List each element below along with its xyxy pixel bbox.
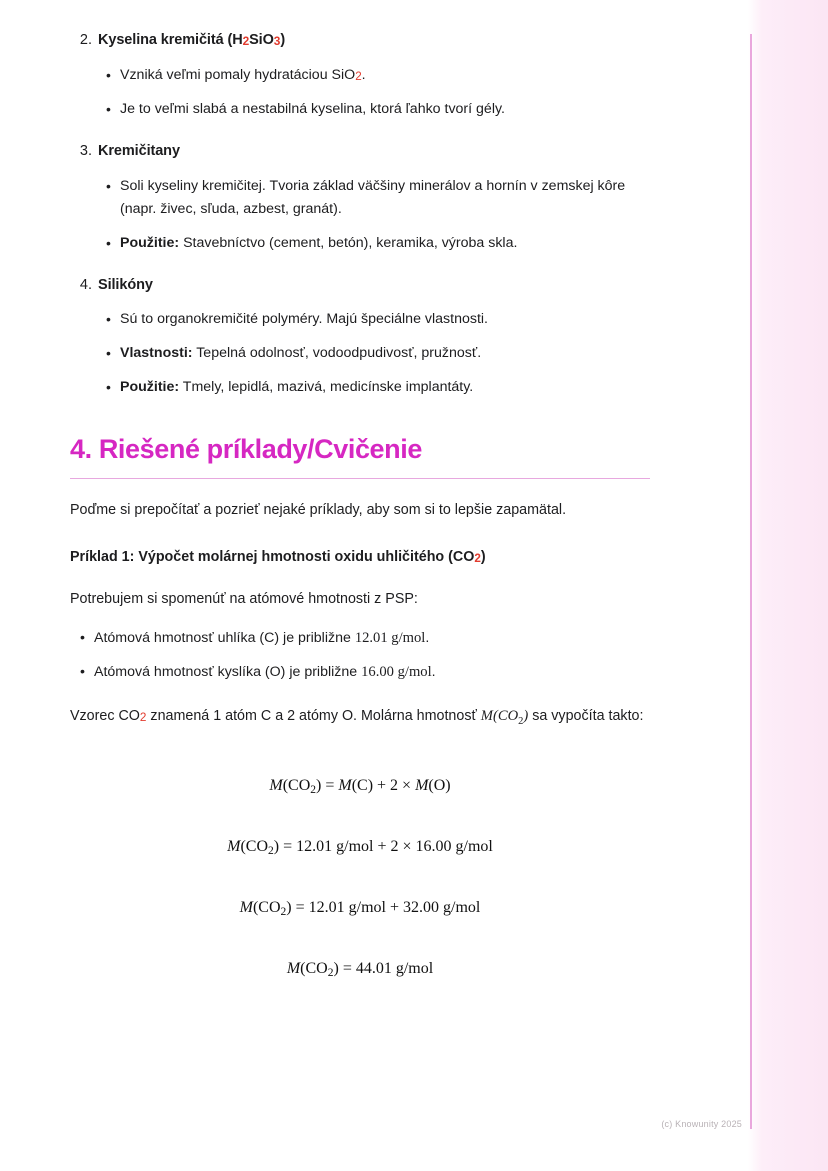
bullet-text: Soli kyseliny kremičitej. Tvoria základ väčšiny minerálov a hornín v zemskej kôre (napr. živec, sľuda, azbest, granát). <box>120 177 626 217</box>
heading-text-pre: Kyselina kremičitá (H <box>98 32 243 48</box>
equation-2: $M(CO_2) = 12.01$ g/mol + 2 × 16.00 g/mol <box>227 837 493 857</box>
document-content <box>70 30 650 978</box>
subscript-2: 2 <box>474 551 481 565</box>
bullet-label: Vlastnosti: <box>120 345 193 362</box>
list-item-heading <box>98 32 285 48</box>
example-lead: Potrebujem si spomenúť na atómové hmotnosti z PSP: <box>70 591 418 608</box>
example-title <box>70 546 650 569</box>
list-item-heading: Silikóny <box>98 276 153 293</box>
subscript-2: 2 <box>139 710 147 724</box>
subscript-2: 2 <box>242 34 250 48</box>
heading-text-post: ) <box>280 32 286 48</box>
mass-text-post: . <box>425 630 430 647</box>
formula-text-pre: Vzorec CO <box>70 707 140 724</box>
bullet-icon: • <box>80 663 85 680</box>
mass-value: 12.01 g/mol <box>354 630 426 647</box>
section-divider <box>70 478 650 479</box>
bullet-icon: • <box>106 345 111 362</box>
list-number: 2. <box>79 32 92 48</box>
bullet-text: Tepelná odolnosť, vodoodpudivosť, pružnosť. <box>192 345 482 362</box>
bullet-label: Použitie: <box>120 234 180 251</box>
bullet-icon: • <box>106 66 111 83</box>
list-item <box>106 308 650 331</box>
list-item-kremicitany <box>79 141 650 255</box>
bullet-text: Sú to organokremičité polyméry. Majú špeciálne vlastnosti. <box>120 311 488 328</box>
subscript-2: 2 <box>355 69 362 83</box>
example-title-pre: Príklad 1: Výpočet molárnej hmotnosti oxidu uhličitého (CO <box>70 548 475 565</box>
mass-text-post: . <box>431 663 436 680</box>
list-item <box>106 98 650 121</box>
bullet-label: Použitie: <box>120 379 180 396</box>
bullet-icon: • <box>106 177 111 194</box>
decorative-side-strip <box>748 0 828 1171</box>
equation-4: $M(CO_2) = 44.01$ g/mol <box>286 959 434 979</box>
list-item <box>80 661 650 684</box>
mass-text: Atómová hmotnosť kyslíka (O) je približne <box>94 663 362 680</box>
equation-3: $M(CO_2) = 12.01$ g/mol + 32.00 g/mol <box>239 898 481 918</box>
list-item <box>80 627 650 650</box>
section-title: 4. Riešené príklady/Cvičenie <box>70 434 422 465</box>
numbered-list <box>70 30 650 399</box>
list-item <box>106 376 650 399</box>
bullet-text: Tmely, lepidlá, mazivá, medicínske implantáty. <box>179 379 474 396</box>
list-number: 3. <box>79 142 92 159</box>
equation-1: $M(CO_2) = M(C) + 2 \times M(O)$ <box>269 776 451 796</box>
decorative-side-line <box>750 34 752 1129</box>
bullet-icon: • <box>106 311 111 328</box>
list-number: 4. <box>79 276 92 293</box>
mass-value: 16.00 g/mol <box>361 663 432 680</box>
list-item-silikony <box>79 275 650 400</box>
sub-bullet-list <box>98 175 650 255</box>
list-item <box>106 342 650 365</box>
bullet-icon: • <box>106 234 111 251</box>
subscript-3: 3 <box>273 34 281 48</box>
bullet-text: Stavebníctvo (cement, betón), keramika, výroba skla. <box>179 234 518 251</box>
list-item <box>106 175 650 221</box>
list-item-heading: Kremičitany <box>98 142 180 159</box>
heading-text-mid: SiO <box>249 32 274 48</box>
example-title-post: ) <box>480 548 486 565</box>
formula-text-mid: znamená 1 atóm C a 2 atómy O. Molárna hmotnosť <box>146 707 481 724</box>
list-item-kyselina-kremicita <box>79 30 650 121</box>
list-item <box>106 232 650 255</box>
bullet-icon: • <box>80 630 85 647</box>
bullet-text: Je to veľmi slabá a nestabilná kyselina, ktorá ľahko tvorí gély. <box>120 100 505 117</box>
formula-explanation <box>70 704 650 731</box>
bullet-text-post: . <box>361 66 366 83</box>
sub-bullet-list <box>98 64 650 121</box>
mass-text: Atómová hmotnosť uhlíka (C) je približne <box>94 630 355 647</box>
atomic-mass-list <box>70 627 650 684</box>
bullet-icon: • <box>106 379 111 396</box>
inline-math: $M(CO_2)$ <box>480 707 529 727</box>
bullet-text: Vzniká veľmi pomaly hydratáciou SiO <box>120 66 356 83</box>
bullet-icon: • <box>106 100 111 117</box>
sub-bullet-list <box>98 308 650 399</box>
list-item <box>106 64 650 87</box>
formula-text-post: sa vypočíta takto: <box>528 707 644 724</box>
copyright-footer: (c) Knowunity 2025 <box>661 1119 742 1129</box>
section-intro: Poďme si prepočítať a pozrieť nejaké príklady, aby som si to lepšie zapamätal. <box>70 501 567 518</box>
